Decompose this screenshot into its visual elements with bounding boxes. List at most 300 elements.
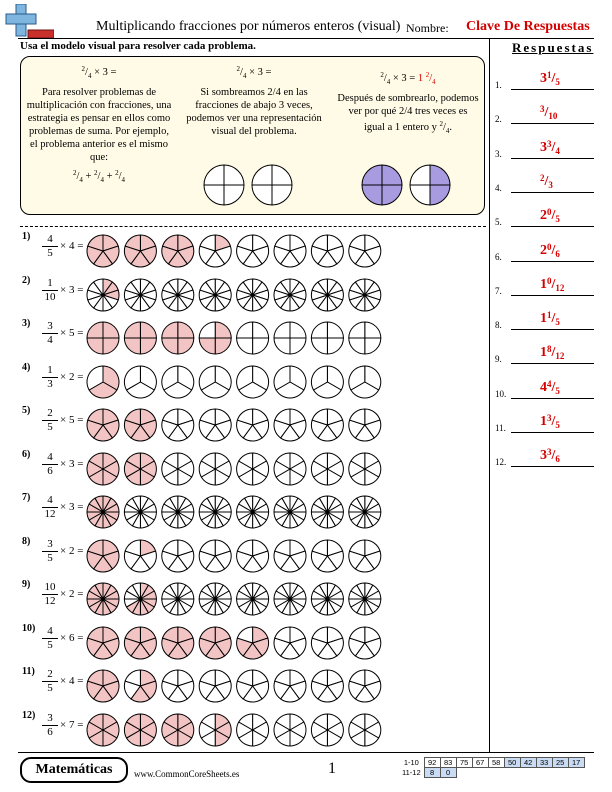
answer-line — [511, 432, 594, 433]
fraction-circle — [124, 627, 156, 659]
fraction-circle — [162, 670, 194, 702]
problem-fraction — [42, 233, 58, 260]
answer-line — [511, 466, 594, 467]
answer-number: 6. — [495, 251, 502, 262]
score-cell: 42 — [520, 758, 536, 768]
fraction-circle — [274, 279, 306, 311]
fraction-circle-slice — [124, 338, 140, 354]
answer-line — [511, 295, 594, 296]
problem-fraction — [42, 451, 58, 478]
problem-fraction — [42, 712, 58, 739]
problem-multiplier: × 7 = — [60, 718, 84, 731]
fraction-circle — [87, 453, 119, 485]
example-2-circle-1-slice — [224, 165, 244, 185]
answer-denominator: 5 — [555, 214, 560, 225]
fraction-numerator: 4 — [42, 233, 58, 247]
fraction-numerator: 4 — [42, 625, 58, 639]
fraction-circle — [311, 409, 343, 441]
problem-row — [0, 274, 490, 317]
example-2-circle-2-slice — [272, 165, 292, 185]
fraction-circle — [274, 627, 306, 659]
fraction-circle — [274, 496, 306, 528]
fraction-circle — [162, 627, 194, 659]
problem-number: 4) — [22, 361, 31, 373]
fraction-circle-slice — [162, 338, 178, 354]
fraction-circle — [124, 670, 156, 702]
fraction-circle — [349, 627, 381, 659]
answer-denominator: 6 — [555, 454, 560, 465]
problem-circles — [86, 712, 386, 748]
fraction-circle-slice — [215, 322, 231, 338]
fraction-circle-slice — [103, 322, 119, 338]
fraction-circle — [274, 453, 306, 485]
answer-line — [511, 363, 594, 364]
fraction-circle — [311, 496, 343, 528]
fraction-circle-slice — [140, 322, 156, 338]
fraction-circle-slice — [199, 338, 215, 354]
answer-denominator: 5 — [555, 385, 560, 396]
problem-multiplier: × 4 = — [60, 675, 84, 687]
fraction-circle — [124, 366, 156, 398]
example-3-circles — [361, 163, 461, 207]
fraction-circle — [349, 235, 381, 267]
problem-circles — [86, 407, 386, 443]
problem-multiplier: × 3 = — [60, 283, 84, 296]
example-2-circle-1-slice — [204, 165, 224, 185]
problem-multiplier: × 2 = — [60, 588, 84, 600]
fraction-circle — [274, 670, 306, 702]
fraction-circle — [349, 670, 381, 702]
fraction-circle — [199, 235, 231, 267]
problem-number: 1) — [22, 231, 31, 242]
fraction-denominator: 6 — [47, 725, 53, 738]
answer-line — [511, 261, 594, 262]
answer-numerator: 3 — [547, 447, 552, 458]
example-3-circle-2-slice — [430, 185, 450, 205]
fraction-circle — [237, 279, 269, 311]
answer-slash: / — [551, 71, 556, 86]
fraction-circle — [311, 235, 343, 267]
problem-circles — [86, 668, 386, 704]
example-2-circle-1 — [204, 165, 244, 205]
name-label: Nombre: — [406, 21, 449, 35]
fraction-circle-slice — [274, 322, 290, 338]
answer-number: 10. — [495, 388, 507, 399]
answer-number: 11. — [495, 423, 506, 433]
example-2-circle-2-slice — [252, 185, 272, 205]
fraction-circle — [349, 409, 381, 441]
problem-row — [0, 361, 490, 404]
fraction-circle — [274, 714, 306, 746]
fraction-circle — [349, 322, 381, 354]
logo-icon — [4, 4, 54, 42]
answer-whole: 1 — [540, 414, 547, 429]
fraction-circle-slice — [124, 322, 140, 338]
fraction-circle — [162, 279, 194, 311]
problem-fraction — [42, 320, 58, 347]
score-cell: 8 — [424, 768, 440, 778]
fraction-circle-slice — [178, 338, 194, 354]
subject-badge: Matemáticas — [20, 757, 128, 783]
site-url: www.CommonCoreSheets.es — [134, 769, 240, 779]
answer-numerator: 1 — [547, 70, 552, 80]
name-value: Clave De Respuestas — [466, 19, 590, 34]
fraction-numerator: 1 — [42, 277, 58, 291]
fraction-circle-slice — [162, 322, 178, 338]
example-column-3 — [337, 69, 479, 138]
example-2-text: Si sombreamos 2/4 en las fracciones de abajo 3 veces, podemos ver una representación visual del problema. — [186, 87, 322, 137]
score-cell: 0 — [440, 768, 456, 778]
answer-numerator: 3 — [547, 413, 552, 423]
fraction-circle — [124, 279, 156, 311]
fraction-circle — [237, 322, 269, 354]
problem-circles — [86, 233, 386, 269]
fraction-circle — [199, 670, 231, 702]
problem-circles — [86, 277, 386, 313]
problem-number: 9) — [22, 579, 31, 590]
fraction-denominator: 6 — [47, 464, 53, 477]
answer-value — [540, 70, 560, 87]
fraction-circle — [162, 235, 194, 267]
example-3-expression: $^2/_4 \times 3 = 1$ $^2/_4$ — [380, 71, 436, 86]
fraction-circle-slice — [327, 322, 343, 338]
example-2-circle-1-slice — [224, 185, 244, 205]
answer-slash: / — [551, 208, 556, 224]
score-cell: 58 — [488, 758, 504, 768]
fraction-circle — [87, 540, 119, 572]
score-cell: 17 — [568, 758, 584, 768]
fraction-circle-slice — [349, 322, 365, 338]
fraction-circle-slice — [199, 322, 215, 338]
answer-whole: 2 — [540, 208, 547, 224]
instructions: Usa el modelo visual para resolver cada problema. — [20, 40, 256, 52]
fraction-circle — [274, 409, 306, 441]
fraction-circle — [87, 409, 119, 441]
fraction-circle-slice — [311, 338, 327, 354]
answer-value — [540, 310, 560, 327]
problem-row — [0, 448, 490, 491]
fraction-circle — [349, 453, 381, 485]
fraction-numerator: 10 — [42, 581, 58, 595]
fraction-circle — [349, 496, 381, 528]
example-2-circle-2-slice — [252, 165, 272, 185]
fraction-circle — [199, 453, 231, 485]
answer-numerator: 3 — [540, 104, 545, 115]
fraction-circle — [311, 714, 343, 746]
fraction-numerator: 3 — [42, 712, 58, 726]
fraction-circle — [311, 540, 343, 572]
score-cell: 25 — [552, 758, 568, 768]
problem-fraction — [42, 668, 58, 695]
fraction-circle — [237, 409, 269, 441]
problem-row — [0, 581, 490, 621]
problem-number: 10) — [22, 622, 36, 634]
score-cell: 50 — [504, 758, 520, 768]
score-cell: 75 — [456, 758, 472, 768]
fraction-circle — [237, 496, 269, 528]
answer-slash: / — [551, 379, 556, 395]
fraction-circle-slice — [215, 338, 231, 354]
fraction-circle-slice — [349, 338, 365, 354]
problem-row — [0, 407, 490, 447]
fraction-circle-slice — [237, 322, 253, 338]
answer-numerator: 8 — [547, 344, 552, 355]
problem-number: 11) — [22, 666, 35, 677]
fraction-circle — [237, 583, 269, 615]
fraction-denominator: 3 — [47, 377, 53, 390]
fraction-circle-slice — [87, 322, 103, 338]
answer-line — [511, 192, 594, 193]
fraction-circle — [124, 235, 156, 267]
fraction-circle — [199, 366, 231, 398]
fraction-circle — [87, 366, 119, 398]
answer-denominator: 3 — [548, 179, 553, 190]
answer-numerator: 4 — [547, 378, 552, 389]
problem-number: 7) — [22, 492, 31, 503]
score-cell: 92 — [424, 758, 440, 768]
problem-circles — [86, 494, 386, 530]
fraction-circle — [162, 409, 194, 441]
problem-circles — [86, 625, 386, 661]
answer-denominator: 12 — [555, 282, 565, 293]
example-column-2 — [179, 63, 329, 138]
problem-fraction — [42, 407, 58, 434]
answer-number: 12. — [495, 457, 507, 468]
answer-whole: 1 — [540, 276, 547, 292]
answer-slash: / — [551, 242, 556, 258]
example-3-circle-2-slice — [430, 165, 450, 185]
fraction-circle — [162, 540, 194, 572]
answer-slash: / — [551, 139, 556, 155]
fraction-circle — [274, 540, 306, 572]
section-divider — [20, 226, 486, 227]
fraction-circle — [87, 235, 119, 267]
fraction-circle — [237, 453, 269, 485]
score-cell: 83 — [440, 758, 456, 768]
fraction-circle-slice — [274, 338, 290, 354]
example-3-circle-1-slice — [362, 165, 382, 185]
problem-fraction — [42, 494, 58, 521]
fraction-circle — [311, 366, 343, 398]
problem-circles — [86, 451, 386, 487]
problem-circles — [86, 581, 386, 617]
score-row-label: 11-12 — [402, 768, 421, 777]
fraction-circle — [199, 583, 231, 615]
problem-fraction — [42, 625, 58, 652]
answer-whole: 3 — [540, 448, 547, 464]
answer-whole: 1 — [540, 311, 547, 327]
fraction-circle-slice — [290, 338, 306, 354]
fraction-circle — [237, 627, 269, 659]
answer-numerator: 0 — [547, 241, 552, 252]
fraction-circle — [87, 670, 119, 702]
answer-line — [511, 89, 594, 90]
example-3-circle-2-slice — [410, 165, 430, 185]
fraction-circle — [87, 714, 119, 746]
answer-number: 2. — [495, 114, 502, 125]
fraction-circle — [162, 714, 194, 746]
answer-line — [511, 123, 594, 124]
fraction-circle — [237, 540, 269, 572]
answer-numerator: 0 — [547, 275, 552, 286]
fraction-circle-slice — [365, 322, 381, 338]
answer-value — [540, 207, 560, 224]
answer-number: 7. — [495, 285, 502, 296]
answer-number: 3. — [495, 148, 502, 159]
fraction-circle — [162, 322, 194, 354]
footer-divider — [18, 752, 594, 753]
answer-number: 8. — [495, 320, 502, 331]
example-column-1 — [25, 63, 173, 187]
fraction-circle-slice — [365, 338, 381, 354]
fraction-circle — [124, 496, 156, 528]
answer-value — [540, 379, 560, 396]
answer-value — [540, 139, 560, 156]
fraction-denominator: 10 — [44, 290, 56, 303]
example-3-circle-2-slice — [410, 185, 430, 205]
page-number: 1 — [328, 760, 336, 777]
fraction-circle — [162, 583, 194, 615]
example-3-circle-1-slice — [382, 165, 402, 185]
answer-number: 4. — [495, 182, 502, 193]
fraction-circle — [199, 409, 231, 441]
answer-value — [540, 344, 564, 361]
fraction-numerator: 2 — [42, 668, 58, 682]
answer-slash: / — [551, 448, 556, 464]
problem-row — [0, 709, 490, 752]
fraction-numerator: 3 — [42, 538, 58, 552]
answer-value — [540, 413, 560, 430]
example-3-circle-1 — [362, 165, 402, 205]
problem-fraction — [42, 581, 58, 608]
example-3-text: Después de sombrearlo, podemos ver por qué 2/4 tres veces es igual a 1 entero y $^2/_4$. — [337, 93, 479, 135]
answer-denominator: 4 — [555, 145, 560, 156]
answer-line — [511, 158, 594, 159]
problem-number: 6) — [22, 448, 31, 460]
fraction-circle — [199, 714, 231, 746]
answer-number: 1. — [495, 80, 502, 90]
fraction-circle — [311, 670, 343, 702]
example-3-circle-2 — [410, 165, 450, 205]
fraction-circle — [87, 583, 119, 615]
score-cell: 67 — [472, 758, 488, 768]
header-divider — [18, 38, 594, 39]
problem-multiplier: × 6 = — [60, 631, 84, 644]
example-2-circles — [203, 163, 303, 207]
fraction-circle — [124, 453, 156, 485]
problem-row — [0, 535, 490, 578]
fraction-circle-slice — [87, 338, 103, 354]
problem-fraction — [42, 364, 58, 391]
answer-value — [540, 242, 560, 259]
fraction-circle-slice — [178, 322, 194, 338]
fraction-circle — [311, 279, 343, 311]
answer-line — [511, 398, 594, 399]
example-1-expression: $^2/_4 \times 3$ = — [81, 65, 117, 80]
fraction-circle — [124, 583, 156, 615]
fraction-circle — [237, 670, 269, 702]
fraction-circle — [311, 453, 343, 485]
fraction-circle — [124, 714, 156, 746]
fraction-circle-slice — [290, 322, 306, 338]
problem-number: 2) — [22, 274, 31, 286]
fraction-numerator: 4 — [42, 494, 58, 508]
fraction-circle — [349, 540, 381, 572]
answer-numerator: 2 — [540, 172, 545, 183]
answer-number: 5. — [495, 217, 502, 228]
answer-numerator: 3 — [547, 138, 552, 149]
answer-whole: 2 — [540, 242, 547, 258]
fraction-circle — [237, 714, 269, 746]
fraction-denominator: 12 — [44, 508, 56, 520]
fraction-circle — [311, 583, 343, 615]
example-2-circle-1-slice — [204, 185, 224, 205]
example-box — [20, 56, 485, 215]
problem-number: 3) — [22, 318, 31, 329]
fraction-circle-slice — [253, 322, 269, 338]
page-title: Multiplicando fracciones por números enteros (visual) — [96, 19, 401, 34]
answer-slash: / — [551, 311, 556, 327]
fraction-circle-slice — [327, 338, 343, 354]
fraction-denominator: 12 — [44, 595, 56, 607]
fraction-circle — [199, 496, 231, 528]
answer-whole: 4 — [540, 379, 547, 395]
answer-denominator: 5 — [555, 420, 560, 430]
fraction-circle — [349, 714, 381, 746]
answer-slash: / — [551, 345, 556, 361]
problem-multiplier: × 3 = — [60, 457, 84, 470]
fraction-circle — [162, 496, 194, 528]
fraction-denominator: 5 — [47, 551, 53, 564]
fraction-circle — [311, 322, 343, 354]
fraction-numerator: 1 — [42, 364, 58, 378]
fraction-numerator: 2 — [42, 407, 58, 421]
example-1-text: Para resolver problemas de multiplicación con fracciones, una estrategia es pensar en ellos como problemas de suma. Por ejemplo, el problema anterior es el mismo que: — [26, 87, 172, 163]
answer-denominator: 5 — [555, 317, 560, 328]
fraction-circle-slice — [103, 338, 119, 354]
score-row-label: 1-10 — [403, 758, 419, 767]
problem-circles — [86, 364, 386, 400]
example-2-expression: $^2/_4 \times 3$ = — [236, 65, 272, 80]
answer-value — [540, 104, 557, 121]
answer-value — [540, 276, 564, 293]
problem-number: 8) — [22, 535, 31, 547]
fraction-circle — [349, 583, 381, 615]
fraction-denominator: 5 — [47, 421, 53, 433]
answer-whole: 3 — [540, 71, 547, 86]
fraction-circle — [199, 540, 231, 572]
problem-fraction — [42, 538, 58, 565]
answer-slash: / — [551, 414, 556, 429]
fraction-denominator: 4 — [47, 334, 53, 346]
fraction-circle — [311, 627, 343, 659]
fraction-circle — [162, 366, 194, 398]
answer-slash: / — [551, 276, 556, 292]
problem-multiplier: × 2 = — [60, 370, 84, 383]
fraction-circle — [124, 322, 156, 354]
answers-header: Respuestas — [512, 40, 594, 55]
fraction-circle — [274, 322, 306, 354]
fraction-circle — [124, 409, 156, 441]
fraction-circle-slice — [311, 322, 327, 338]
problem-fraction — [42, 277, 58, 304]
score-table — [400, 757, 585, 778]
fraction-circle — [87, 496, 119, 528]
example-2-circle-2 — [252, 165, 292, 205]
example-1-sum: $^2/_4 + ^2/_4 + ^2/_4$ — [72, 169, 126, 184]
problem-circles — [86, 538, 386, 574]
fraction-circle — [237, 235, 269, 267]
